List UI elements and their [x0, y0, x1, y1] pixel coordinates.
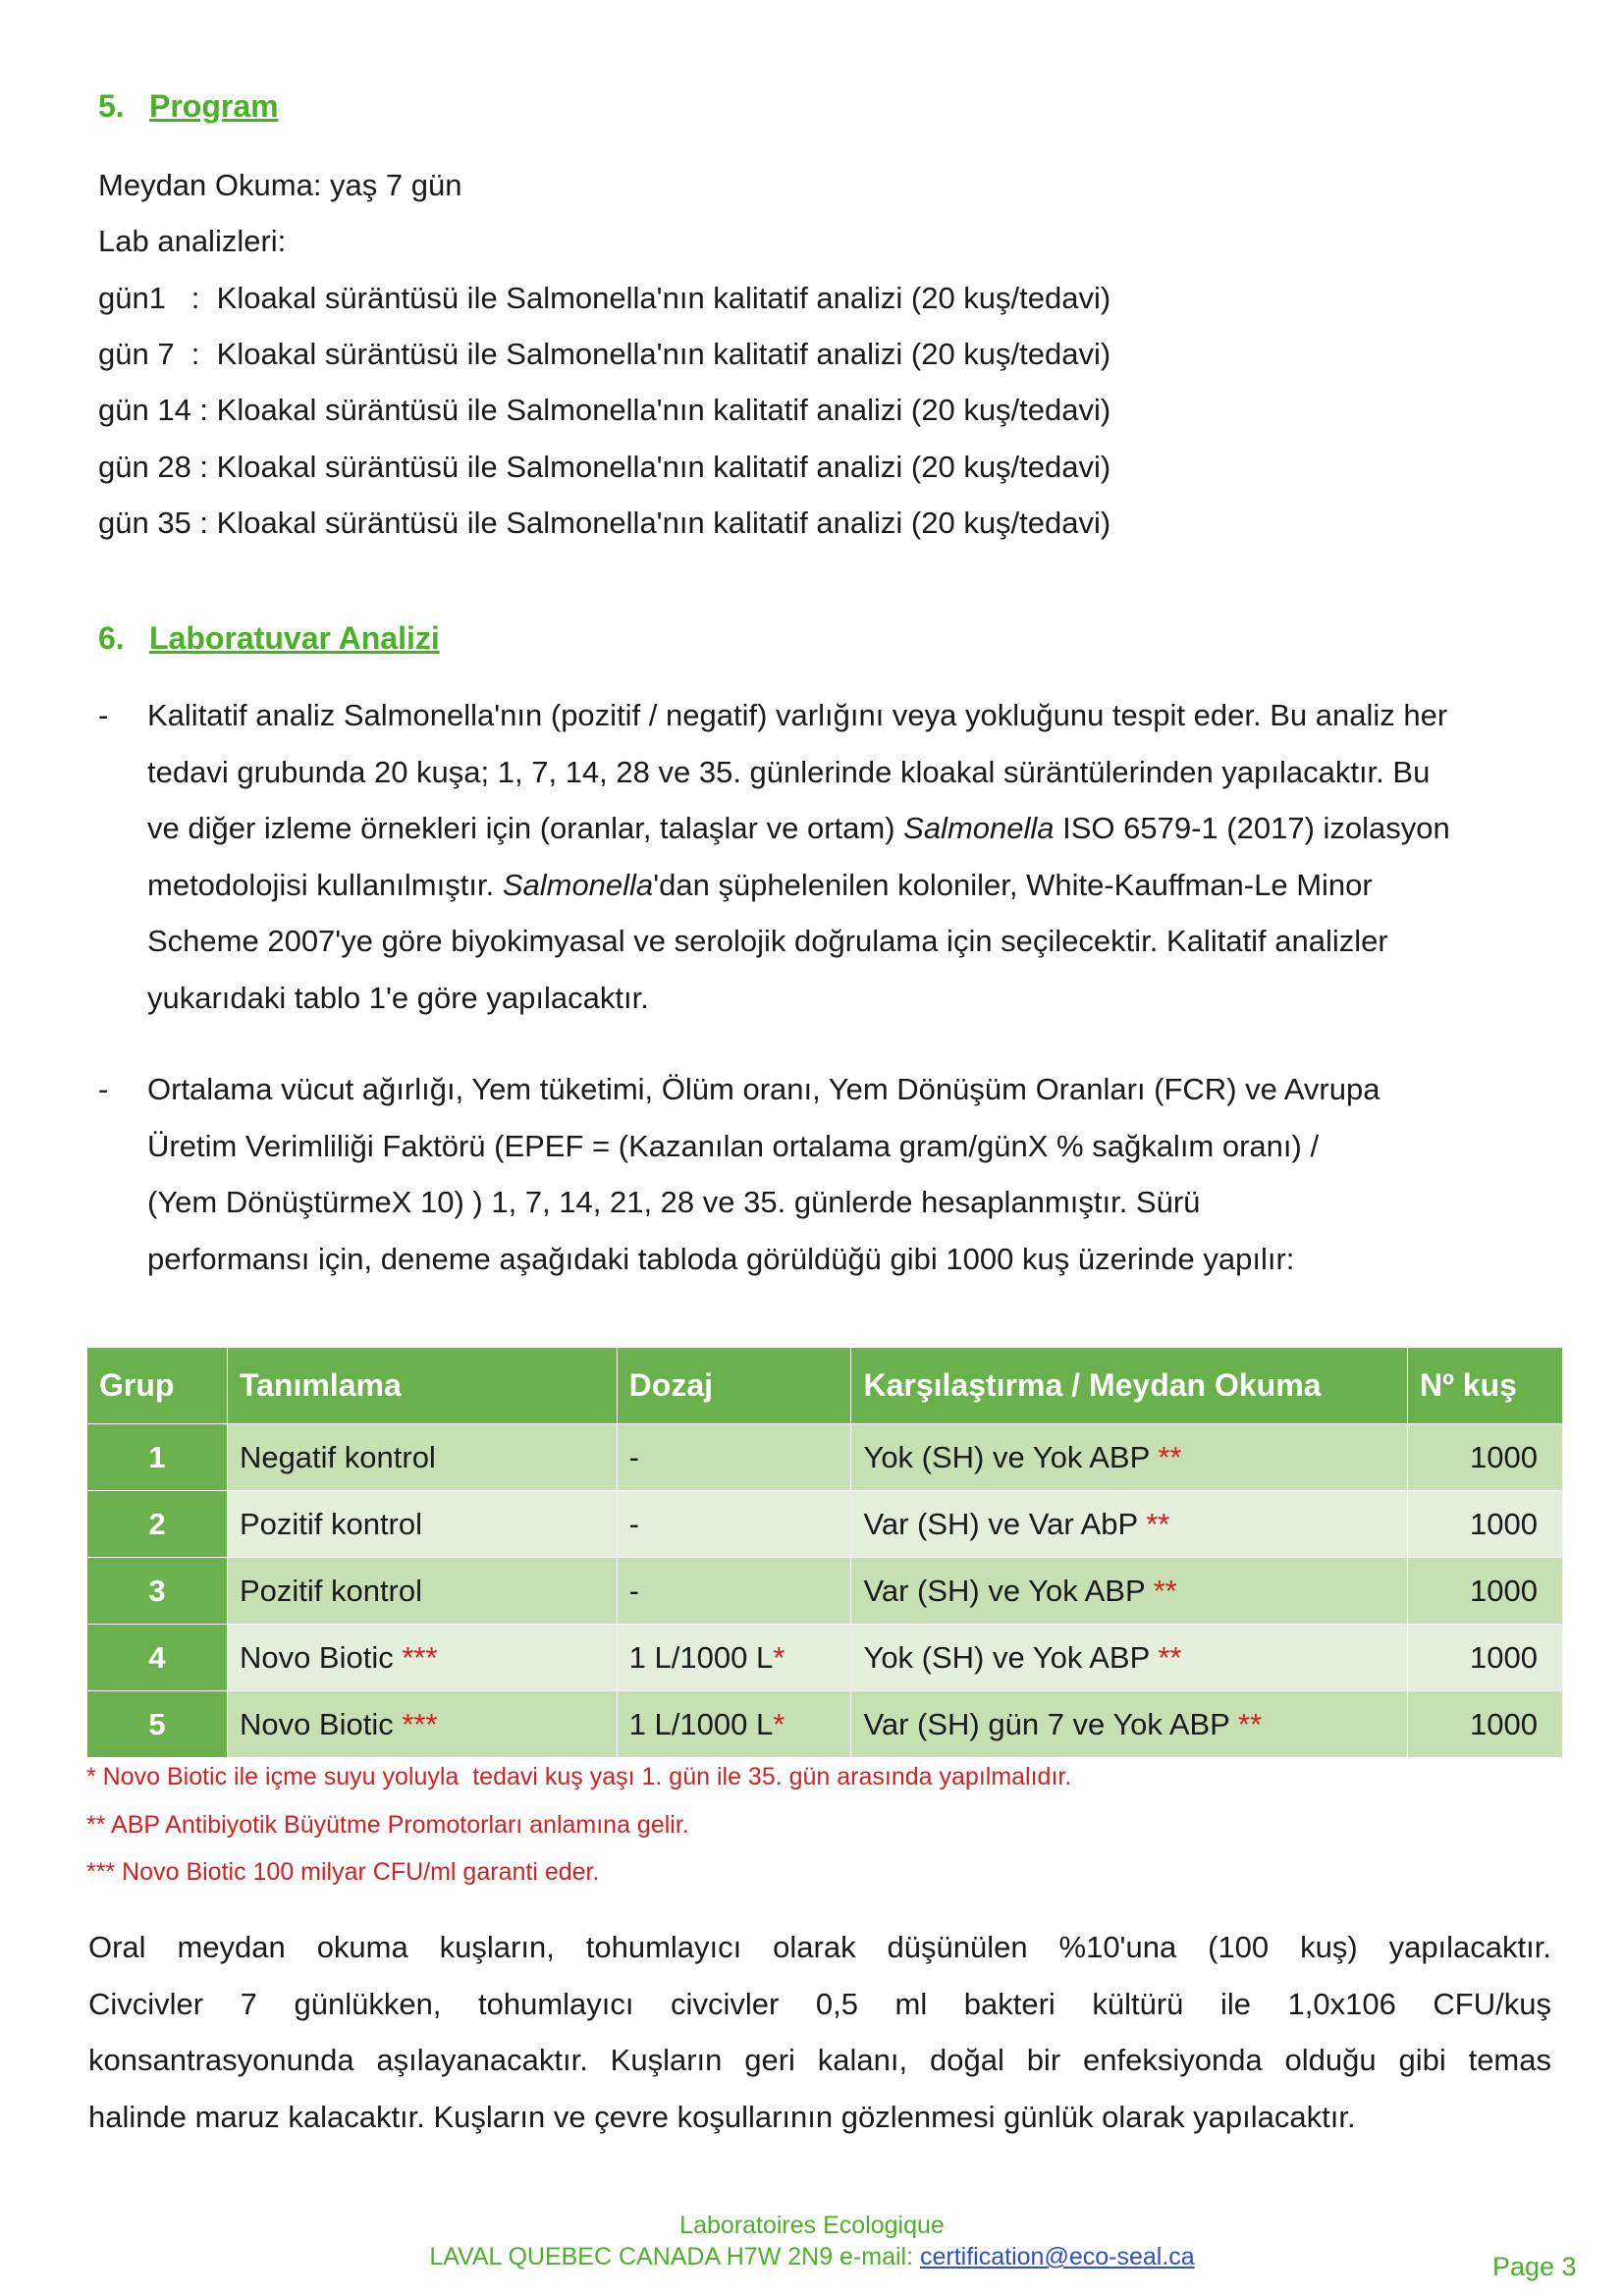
cell-text: -: [628, 1573, 639, 1608]
comparison-cell: [851, 1691, 1408, 1758]
bird-count-cell: 1000: [1408, 1625, 1563, 1691]
bird-count-cell: 1000: [1408, 1558, 1563, 1625]
bullet-line: yukarıdaki tablo 1'e göre yapılacaktır.: [147, 980, 649, 1015]
description-cell: [227, 1558, 617, 1625]
bullet-line: Ortalama vücut ağırlığı, Yem tüketimi, Ölüm oranı, Yem Dönüşüm Oranları (FCR) ve Avrupa: [147, 1072, 1380, 1106]
page-number: Page 3: [1492, 2252, 1577, 2281]
cell-text: 1 L/1000 L: [628, 1639, 774, 1675]
paragraph-line: halinde maruz kalacaktır. Kuşların ve çevre koşullarının gözlenmesi günlük olarak yapılacaktır.: [88, 2099, 1356, 2134]
cell-text: Var (SH) ve Var AbP: [863, 1506, 1147, 1541]
paragraph-line: Oral meydan okuma kuşların, tohumlayıcı olarak düşünülen %10'una (100 kuş) yapılacaktır.: [88, 1930, 1551, 1964]
footnote-mark: **: [1158, 1639, 1182, 1675]
bullet-dash: -: [98, 1072, 109, 1106]
footer-address: [0, 2243, 1624, 2271]
footnote-mark: *: [773, 1706, 785, 1741]
footer-org: Laboratoires Ecologique: [679, 2212, 945, 2239]
section-title: Laboratuvar Analizi: [149, 620, 440, 656]
cell-text: Yok (SH) ve Yok ABP: [863, 1439, 1159, 1474]
bullet-line: [147, 800, 1600, 857]
bullet-line: tedavi grubunda 20 kuşa; 1, 7, 14, 28 ve 35. günlerinde kloakal süräntülerinden yapılacaktır. Bu: [147, 754, 1431, 789]
group-cell: 4: [87, 1625, 228, 1691]
comparison-cell: [851, 1424, 1408, 1491]
cell-text: Novo Biotic: [239, 1639, 403, 1675]
table-row: [87, 1625, 1563, 1691]
email-link[interactable]: certification@eco-seal.ca: [920, 2243, 1195, 2270]
comparison-cell: [851, 1491, 1408, 1558]
cell-text: Var (SH) ve Yok ABP: [863, 1573, 1154, 1608]
description-cell: [227, 1424, 617, 1491]
table-row: [87, 1558, 1563, 1625]
footer-address-text: LAVAL QUEBEC CANADA H7W 2N9 e-mail:: [429, 2243, 920, 2270]
table-header-row: [87, 1348, 1563, 1424]
schedule-line-day1: gün1 : Kloakal süräntüsü ile Salmonella'nın kalitatif analizi (20 kuş/tedavi): [98, 281, 1111, 315]
comparison-cell: [851, 1625, 1408, 1691]
text-span: ISO 6579-1 (2017) izolasyon: [1054, 811, 1450, 845]
paragraph-line: konsantrasyonunda aşılayanacaktır. Kuşların geri kalanı, doğal bir enfeksiyonda olduğu gibi temas: [88, 2043, 1551, 2077]
footnote-mark: ***: [402, 1639, 438, 1675]
section-number: 6.: [98, 620, 125, 656]
section-6-heading: [98, 620, 440, 657]
description-cell: [227, 1691, 617, 1758]
bullet-line: Kalitatif analiz Salmonella'nın (pozitif / negatif) varlığını veya yokluğunu tespit eder. Bu analiz her: [147, 698, 1448, 732]
footnote-abp: ** ABP Antibiyotik Büyütme Promotorları anlamına gelir.: [86, 1811, 689, 1839]
text-span: ve diğer izleme örnekleri için (oranlar, talaşlar ve ortam): [147, 811, 904, 845]
table-row: [87, 1424, 1563, 1491]
bird-count-cell: 1000: [1408, 1691, 1563, 1758]
bird-count-cell: 1000: [1408, 1491, 1563, 1558]
dosage-cell: [617, 1424, 851, 1491]
cell-text: Yok (SH) ve Yok ABP: [863, 1639, 1159, 1675]
schedule-line-day14: gün 14 : Kloakal süräntüsü ile Salmonella'nın kalitatif analizi (20 kuş/tedavi): [98, 393, 1111, 427]
bullet-text: [147, 687, 1600, 1026]
section-number: 5.: [98, 88, 125, 124]
column-header: Nº kuş: [1408, 1348, 1563, 1424]
footnote-dosage: * Novo Biotic ile içme suyu yoluyla tedavi kuş yaşı 1. gün ile 35. gün arasında yapılmalıdır.: [86, 1763, 1072, 1790]
italic-term: Salmonella: [903, 811, 1055, 845]
comparison-cell: [851, 1558, 1408, 1625]
column-header: Grup: [87, 1348, 228, 1424]
bird-count-cell: 1000: [1408, 1424, 1563, 1491]
cell-text: Pozitif kontrol: [239, 1506, 423, 1541]
dosage-cell: [617, 1625, 851, 1691]
section-title: Program: [149, 88, 279, 124]
footnote-mark: *: [773, 1639, 785, 1675]
group-cell: 3: [87, 1558, 228, 1625]
cell-text: Novo Biotic: [239, 1706, 403, 1741]
paragraph-line: Civcivler 7 günlükken, tohumlayıcı civcivler 0,5 ml bakteri kültürü ile 1,0x106 CFU/kuş: [88, 1986, 1551, 2021]
footnote-mark: ***: [402, 1706, 438, 1741]
cell-text: -: [628, 1506, 639, 1541]
table-row: [87, 1491, 1563, 1558]
footnote-mark: **: [1153, 1573, 1177, 1608]
treatment-groups-table: [86, 1347, 1563, 1758]
bullet-line: [147, 857, 1600, 914]
cell-text: Pozitif kontrol: [239, 1573, 423, 1608]
footnote-mark: **: [1237, 1706, 1263, 1741]
cell-text: 1 L/1000 L: [628, 1706, 774, 1741]
footnote-cfu: *** Novo Biotic 100 milyar CFU/ml garanti eder.: [86, 1858, 600, 1886]
group-cell: 2: [87, 1491, 228, 1558]
text-span: metodolojisi kullanılmıştır.: [147, 867, 503, 902]
group-cell: 5: [87, 1691, 228, 1758]
column-header: Dozaj: [617, 1348, 851, 1424]
cell-text: -: [628, 1439, 639, 1474]
dosage-cell: [617, 1558, 851, 1625]
lab-analyses-label: Lab analizleri:: [98, 224, 287, 258]
footnote-mark: **: [1158, 1439, 1182, 1474]
text-span: 'dan şüphelenilen koloniler, White-Kauffman-Le Minor: [653, 867, 1373, 902]
bullet-dash: -: [98, 698, 109, 732]
column-header: Karşılaştırma / Meydan Okuma: [851, 1348, 1408, 1424]
dosage-cell: [617, 1491, 851, 1558]
description-cell: [227, 1491, 617, 1558]
bullet-line: (Yem DönüştürmeX 10) ) 1, 7, 14, 21, 28 ve 35. günlerde hesaplanmıştır. Sürü: [147, 1185, 1201, 1219]
group-cell: 1: [87, 1424, 228, 1491]
oral-challenge-paragraph: [88, 1919, 1551, 2145]
schedule-line-day35: gün 35 : Kloakal süräntüsü ile Salmonella'nın kalitatif analizi (20 kuş/tedavi): [98, 506, 1111, 540]
bullet-line: Üretim Verimliliği Faktörü (EPEF = (Kazanılan ortalama gram/günX % sağkalım oranı) /: [147, 1128, 1320, 1163]
bullet-line: performansı için, deneme aşağıdaki tabloda görüldüğü gibi 1000 kuş üzerinde yapılır:: [147, 1241, 1295, 1276]
column-header: Tanımlama: [227, 1348, 617, 1424]
dosage-cell: [617, 1691, 851, 1758]
footnote-mark: **: [1146, 1506, 1170, 1541]
bullet-line: Scheme 2007'ye göre biyokimyasal ve serolojik doğrulama için seçilecektir. Kalitatif analizler: [147, 924, 1388, 958]
table-row: [87, 1691, 1563, 1758]
description-cell: [227, 1625, 617, 1691]
section-5-heading: [98, 88, 279, 125]
cell-text: Negatif kontrol: [239, 1439, 436, 1474]
schedule-line-day7: gün 7 : Kloakal süräntüsü ile Salmonella'nın kalitatif analizi (20 kuş/tedavi): [98, 337, 1111, 371]
schedule-line-day28: gün 28 : Kloakal süräntüsü ile Salmonella'nın kalitatif analizi (20 kuş/tedavi): [98, 450, 1111, 484]
italic-term: Salmonella: [502, 867, 654, 902]
bullet-text: [147, 1061, 1600, 1287]
cell-text: Var (SH) gün 7 ve Yok ABP: [863, 1706, 1238, 1741]
challenge-line: Meydan Okuma: yaş 7 gün: [98, 168, 462, 202]
